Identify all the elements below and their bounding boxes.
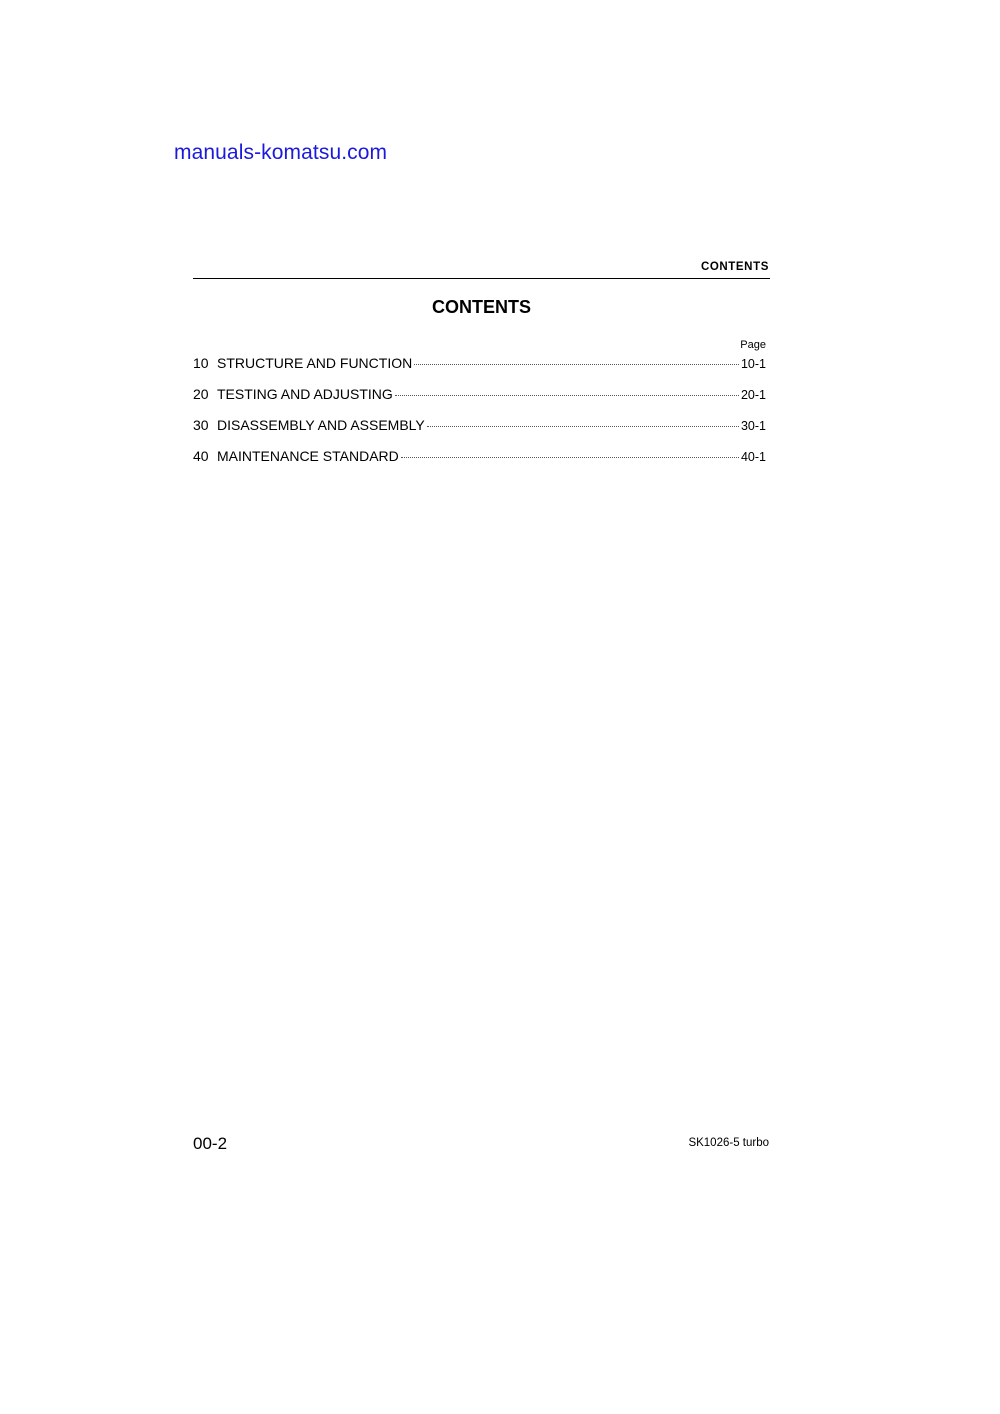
page-column-label: Page xyxy=(740,339,766,351)
toc-entry-number: 20 xyxy=(193,386,209,402)
toc-entry-page: 10-1 xyxy=(740,357,766,371)
toc-entry-testing-and-adjusting[interactable] xyxy=(193,386,766,417)
toc-leader-dots xyxy=(395,395,739,396)
toc-leader-dots xyxy=(401,457,739,458)
toc-entry-structure-and-function[interactable] xyxy=(193,355,766,386)
toc-entry-maintenance-standard[interactable] xyxy=(193,448,766,479)
toc-entry-title: STRUCTURE AND FUNCTION xyxy=(217,355,413,371)
toc-entry-title: DISASSEMBLY AND ASSEMBLY xyxy=(217,417,425,433)
page-title: CONTENTS xyxy=(432,297,531,317)
toc-entry-number: 30 xyxy=(193,417,209,433)
toc-entry-disassembly-and-assembly[interactable] xyxy=(193,417,766,448)
table-of-contents xyxy=(193,355,766,479)
header-divider xyxy=(193,278,770,279)
toc-entry-title: TESTING AND ADJUSTING xyxy=(217,386,393,402)
footer-model: SK1026-5 turbo xyxy=(688,1137,769,1149)
watermark-link[interactable]: manuals-komatsu.com xyxy=(174,141,388,164)
toc-entry-page: 30-1 xyxy=(740,419,766,433)
toc-entry-number: 10 xyxy=(193,355,209,371)
toc-entry-page: 20-1 xyxy=(740,388,766,402)
toc-entry-page: 40-1 xyxy=(740,450,766,464)
toc-leader-dots xyxy=(414,364,739,365)
footer-page-number: 00-2 xyxy=(193,1134,228,1153)
toc-entry-number: 40 xyxy=(193,448,209,464)
toc-entry-title: MAINTENANCE STANDARD xyxy=(217,448,399,464)
running-header: CONTENTS xyxy=(700,261,769,273)
toc-leader-dots xyxy=(427,426,739,427)
